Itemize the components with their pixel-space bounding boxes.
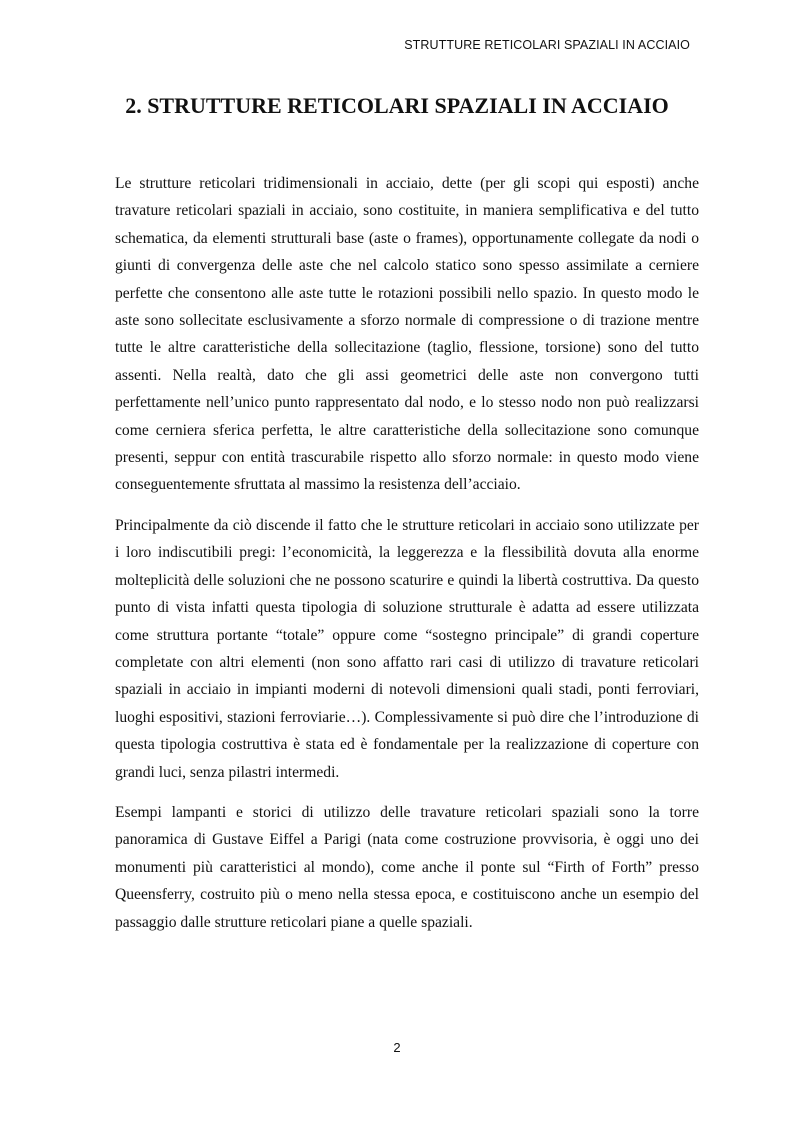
running-header: STRUTTURE RETICOLARI SPAZIALI IN ACCIAIO [404,38,690,52]
paragraph-3: Esempi lampanti e storici di utilizzo delle travature reticolari spaziali sono la torre panoramica di Gustave Eiffel a Parigi (nata come costruzione provvisoria, è oggi uno dei monumenti più caratteristici al mondo), come anche il ponte sul “Firth of Forth” presso Queensferry, costruito più o meno nella stessa epoca, e costituiscono anche un esempio del passaggio dalle strutture reticolari piane a quelle spaziali. [115,803,699,931]
paragraph-2: Principalmente da ciò discende il fatto che le strutture reticolari in acciaio sono utilizzate per i loro indiscutibili pregi: l’economicità, la leggerezza e la flessibilità dovuta alla enorme molteplicità delle soluzioni che ne possono scaturire e quindi la libertà costruttiva. Da questo punto di vista infatti questa tipologia di soluzione strutturale è adatta ad essere utilizzata come struttura portante “totale” oppure come “sostegno principale” di grandi coperture completate con altri elementi (non sono affatto rari casi di utilizzo di travature reticolari spaziali in acciaio in impianti moderni di notevoli dimensioni quali stadi, ponti ferroviari, luoghi espositivi, stazioni ferroviarie…). Complessivamente si può dire che l’introduzione di questa tipologia costruttiva è stata ed è fondamentale per la realizzazione di coperture con grandi luci, senza pilastri intermedi. [115,516,699,781]
body-text [115,170,699,949]
page-title: 2. STRUTTURE RETICOLARI SPAZIALI IN ACCIAIO [125,93,669,118]
page-number: 2 [393,1040,401,1055]
paragraph-1: Le strutture reticolari tridimensionali in acciaio, dette (per gli scopi qui esposti) anche travature reticolari spaziali in acciaio, sono costituite, in maniera semplificativa e del tutto schematica, da elementi strutturali base (aste o frames), opportunamente collegate da nodi o giunti di convergenza delle aste che nel calcolo statico sono spesso assimilate a cerniere perfette che consentono alle aste tutte le rotazioni possibili nello spazio. In questo modo le aste sono sollecitate esclusivamente a sforzo normale di compressione o di trazione mentre tutte le altre caratteristiche della sollecitazione (taglio, flessione, torsione) sono del tutto assenti. Nella realtà, dato che gli assi geometrici delle aste non convergono tutti perfettamente nell’unico punto rappresentato dal nodo, e lo stesso nodo non può realizzarsi come cerniera sferica perfetta, le altre caratteristiche della sollecitazione sono comunque presenti, seppur con entità trascurabile rispetto allo sforzo normale: in questo modo viene conseguentemente sfruttata al massimo la resistenza dell’acciaio. [115,175,699,494]
